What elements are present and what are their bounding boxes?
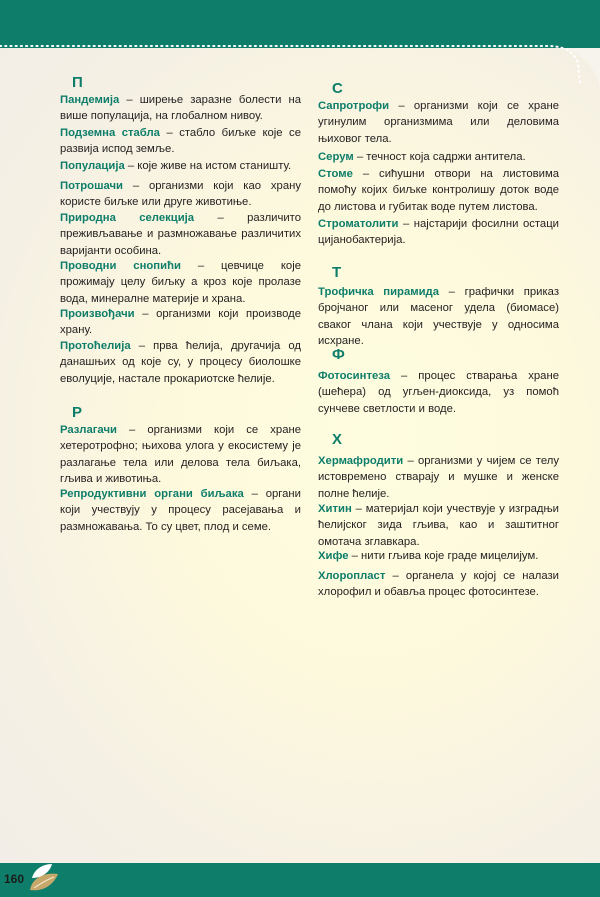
entry-definition: – течност која садржи антитела. [353,151,526,163]
entry-term: Хермафродити [318,455,404,467]
glossary-entry [60,210,301,259]
entry-definition: – нити гљива које граде мицелијум. [348,550,539,562]
page-number: 160 [4,872,25,886]
glossary-entry [318,284,559,350]
section-letter-h: Х [332,431,343,448]
glossary-entry [318,98,559,147]
entry-definition: – ширење заразне болести на више популација, на глобалном нивоу. [60,94,301,123]
glossary-entry [60,338,301,387]
glossary-entry [60,486,301,535]
section-letter-r: Р [72,404,83,421]
glossary-entry [318,453,559,502]
section-letter-f: Ф [332,346,345,363]
entry-term: Проводни снопићи [60,260,181,272]
entry-definition: – цевчице које прожимају целу биљку а кроз које пролазе вода, минералне материје и храна. [60,260,301,305]
glossary-entry [318,166,559,215]
entry-definition: – различито преживљавање и размножавање различитих варијанти особина. [60,212,302,257]
glossary-entry [60,92,301,125]
glossary-entry [60,422,301,488]
entry-term: Серум [318,151,354,163]
entry-definition: – прва ћелија, другачија од данашњих од које су, у процесу биолошке еволуције, настале прокариотске ћелије. [60,340,301,385]
entry-definition: – органи који учествују у процесу расејавања и размножавања. То су цвет, плод и семе. [60,488,301,533]
entry-definition: – организми који се хране угинулим организмима или деловима њиховог тела. [318,100,559,145]
entry-term: Потрошачи [60,180,123,192]
entry-term: Природна селекција [60,212,195,224]
glossary-entry [60,306,301,339]
entry-term: Популација [60,160,125,172]
bottom-banner [0,863,600,897]
entry-term: Пандемија [60,94,120,106]
glossary-entry [60,258,301,307]
glossary-entry [318,501,559,550]
entry-definition: – стабло биљке које се развија испод земље. [60,127,301,156]
entry-definition: – процес стварања хране (шећера) од угљен-диоксида, уз помоћ сунчеве светлости и воде. [318,370,559,415]
entry-definition: – материјал који учествује у изградњи ћелијског зида гљива, као и заштитног омотача зглавкара. [318,503,559,548]
glossary-entry [60,158,301,174]
entry-definition: – организми који као храну користе биљке или друге животиње. [60,180,301,209]
entry-term: Трофичка пирамида [318,286,439,298]
entry-term: Фотосинтеза [318,370,391,382]
entry-term: Репродуктивни органи биљака [60,488,244,500]
glossary-entry [318,149,559,165]
entry-term: Сапротрофи [318,100,390,112]
glossary-entry [318,568,559,601]
section-letter-t: Т [332,264,342,281]
entry-definition: – организми у чијем се телу истовремено стварају и мушке и женске полне ћелије. [318,455,559,500]
glossary-entry [60,178,301,211]
entry-term: Хифе [318,550,349,562]
entry-term: Строматолити [318,218,399,230]
entry-term: Произвођачи [60,308,135,320]
entry-definition: – органела у којој се налази хлорофил и обавља процес фотосинтезе. [318,570,559,599]
entry-term: Подземна стабла [60,127,160,139]
glossary-entry [318,548,559,564]
entry-term: Хлоропласт [318,570,386,582]
leaf-icon [26,860,62,894]
entry-term: Разлагачи [60,424,117,436]
entry-definition: – графички приказ бројчаног или масеног удела (биомасе) сваког члана који учествује у односима исхране. [318,286,559,348]
entry-definition: – организми који се хране хетеротрофно; њихова улога у екосистему је разлагање тела или делова тела биљака, гљива и животиња. [60,424,301,486]
entry-term: Хитин [318,503,352,515]
entry-term: Стоме [318,168,353,180]
entry-definition: – најстарији фосилни остаци цијанобактерија. [318,218,559,247]
entry-definition: – сићушни отвори на листовима помоћу којих биљке контролишу доток воде до листова и губитак воде путем листова. [318,168,559,213]
top-banner [0,0,600,48]
glossary-entry [318,216,559,249]
section-letter-s: С [332,80,343,97]
glossary-entry [60,125,301,158]
entry-term: Протоћелија [60,340,131,352]
entry-definition: – које живе на истом станишту. [124,160,292,172]
content-panel [0,48,600,863]
section-letter-p: П [72,74,83,91]
glossary-entry [318,368,559,417]
entry-definition: – организми који производе храну. [60,308,301,337]
